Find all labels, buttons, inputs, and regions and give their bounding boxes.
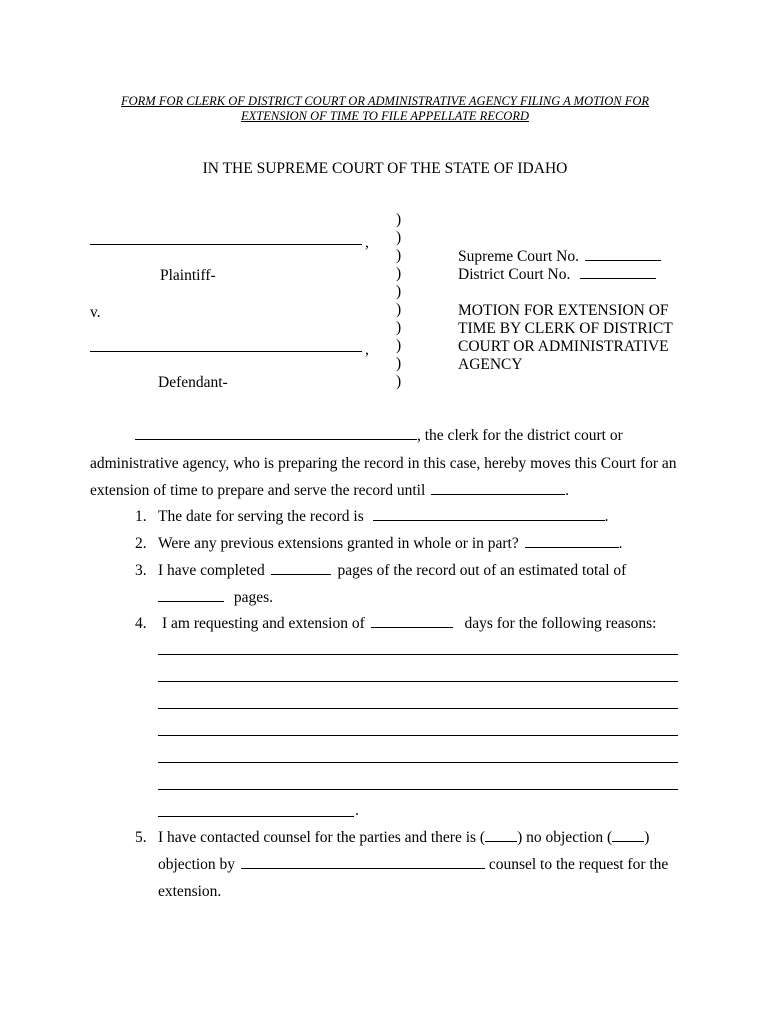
court-title: IN THE SUPREME COURT OF THE STATE OF IDAHO [202, 160, 568, 177]
form-header-line-2: EXTENSION OF TIME TO FILE APPELLATE RECORD [241, 109, 529, 123]
previous-extensions-field[interactable] [525, 535, 619, 548]
caption-paren: ) [396, 373, 402, 390]
item-5-continued: objection by counsel to the request for the [158, 856, 669, 873]
item-4-number: 4. [135, 615, 147, 632]
versus-label: v. [90, 304, 101, 321]
caption-paren: ) [396, 211, 402, 228]
caption-paren: ) [396, 301, 402, 318]
caption-paren: ) [396, 337, 402, 354]
item-1: The date for serving the record is . [158, 508, 609, 525]
item-3-continued: pages. [158, 589, 273, 607]
pages-completed-field[interactable] [271, 562, 331, 575]
objecting-counsel-field[interactable] [241, 856, 485, 869]
form-header-line-1: FORM FOR CLERK OF DISTRICT COURT OR ADMINISTRATIVE AGENCY FILING A MOTION FOR [120, 94, 650, 108]
intro-line-1: , the clerk for the district court or [135, 427, 623, 445]
motion-title-line-2: TIME BY CLERK OF DISTRICT [458, 320, 673, 337]
supreme-court-no-field[interactable] [585, 248, 661, 261]
reason-line[interactable] [158, 681, 678, 682]
defendant-name-field[interactable] [90, 351, 362, 352]
item-5: I have contacted counsel for the parties and there is ( ) no objection ( ) [158, 829, 650, 846]
item-3: I have completed pages of the record out of an estimated total of [158, 562, 627, 579]
reason-line[interactable] [158, 735, 678, 736]
motion-title-line-1: MOTION FOR EXTENSION OF [458, 302, 669, 319]
intro-line-3: extension of time to prepare and serve the record until . [90, 482, 570, 499]
caption-paren: ) [396, 247, 402, 264]
reason-line[interactable] [158, 762, 678, 763]
reason-line[interactable] [158, 789, 678, 790]
item-5-end: extension. [158, 883, 222, 900]
plaintiff-comma: , [365, 234, 369, 251]
serving-date-field[interactable] [373, 508, 605, 521]
item-2: Were any previous extensions granted in whole or in part? . [158, 535, 623, 552]
caption-paren: ) [396, 319, 402, 336]
motion-title-line-4: AGENCY [458, 356, 523, 373]
record-due-date-field[interactable] [431, 482, 565, 495]
reason-period: . [355, 802, 359, 819]
district-court-no-label: District Court No. [458, 266, 656, 284]
no-objection-checkbox[interactable] [485, 829, 517, 842]
caption-paren: ) [396, 229, 402, 246]
extension-days-field[interactable] [371, 615, 453, 628]
item-2-number: 2. [135, 535, 147, 552]
defendant-label: Defendant- [158, 374, 228, 391]
item-1-number: 1. [135, 508, 147, 525]
motion-title-line-3: COURT OR ADMINISTRATIVE [458, 338, 669, 355]
clerk-name-field[interactable] [135, 427, 417, 440]
defendant-comma: , [365, 341, 369, 358]
reason-line-last[interactable] [158, 816, 354, 817]
caption-paren: ) [396, 265, 402, 282]
objection-checkbox[interactable] [612, 829, 644, 842]
plaintiff-label: Plaintiff- [160, 267, 216, 284]
caption-paren: ) [396, 355, 402, 372]
reason-line[interactable] [158, 654, 678, 655]
estimated-total-pages-field[interactable] [158, 589, 224, 602]
item-3-number: 3. [135, 562, 147, 579]
district-court-no-field[interactable] [580, 266, 656, 279]
reason-line[interactable] [158, 708, 678, 709]
caption-paren: ) [396, 283, 402, 300]
supreme-court-no-label: Supreme Court No. [458, 248, 661, 266]
plaintiff-name-field[interactable] [90, 244, 362, 245]
intro-line-2: administrative agency, who is preparing the record in this case, hereby moves this Court for an [90, 455, 677, 472]
item-4: I am requesting and extension of days for the following reasons: [162, 615, 657, 632]
item-5-number: 5. [135, 829, 147, 846]
